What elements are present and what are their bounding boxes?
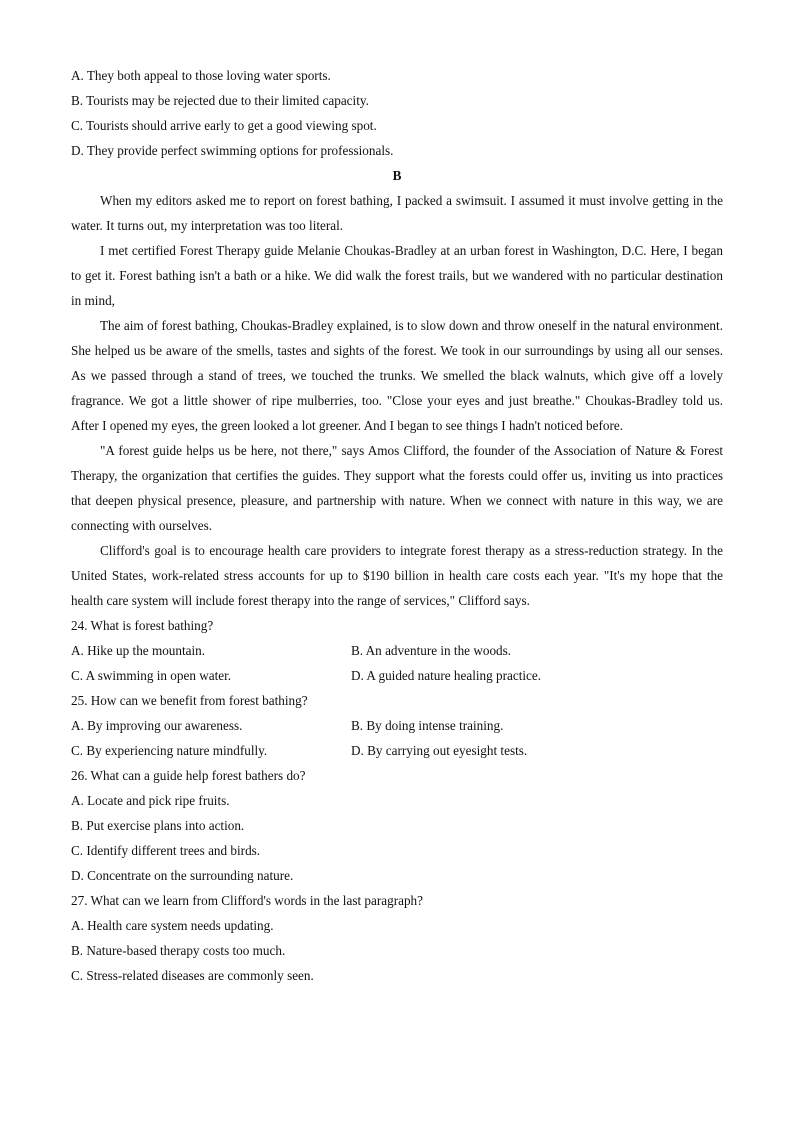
option-c: C. Tourists should arrive early to get a good viewing spot. <box>71 118 377 133</box>
reading-passage <box>71 188 723 613</box>
section-label: B <box>392 168 402 183</box>
question-text: 24. What is forest bathing? <box>71 618 214 633</box>
option-row <box>71 738 723 763</box>
option-c: C. By experiencing nature mindfully. <box>71 743 268 758</box>
option-d: D. A guided nature healing practice. <box>351 668 542 683</box>
exam-page <box>71 63 723 988</box>
passage-paragraph: I met certified Forest Therapy guide Melanie Choukas-Bradley at an urban forest in Washington, D.C. Here, I began to get it. Forest bathing isn't a bath or a hike. We did walk the forest trails, but we wandered with no particular destination in mind, <box>71 243 723 308</box>
question-text: 26. What can a guide help forest bathers do? <box>71 768 306 783</box>
passage-paragraph: Clifford's goal is to encourage health care providers to integrate forest therapy as a stress-reduction strategy. In the United States, work-related stress accounts for up to $190 billion in health care costs each year. "It's my hope that the health care system will include forest therapy into the range of services," Clifford says. <box>71 543 723 608</box>
option-c: C. A swimming in open water. <box>71 668 232 683</box>
option-a: A. They both appeal to those loving water sports. <box>71 68 331 83</box>
option-d: D. Concentrate on the surrounding nature. <box>71 868 294 883</box>
question-25 <box>71 688 723 763</box>
option-d: D. They provide perfect swimming options for professionals. <box>71 143 394 158</box>
option-a: A. Locate and pick ripe fruits. <box>71 793 230 808</box>
option-b: B. Tourists may be rejected due to their limited capacity. <box>71 93 369 108</box>
option-row <box>71 638 723 663</box>
option-c: C. Identify different trees and birds. <box>71 843 261 858</box>
question-27 <box>71 888 723 988</box>
option-a: A. Hike up the mountain. <box>71 643 206 658</box>
option-a: A. Health care system needs updating. <box>71 918 274 933</box>
option-b: B. By doing intense training. <box>351 718 504 733</box>
option-row <box>71 713 723 738</box>
passage-paragraph: The aim of forest bathing, Choukas-Bradley explained, is to slow down and throw oneself in the natural environment. She helped us be aware of the smells, tastes and sights of the forest. We took in our surroundings by using all our senses. As we passed through a stand of trees, we touched the trunks. We smelled the black walnuts, which give off a lovely fragrance. We got a little shower of ripe mulberries, too. "Close your eyes and just breathe." Choukas-Bradley told us. After I opened my eyes, the green looked a lot greener. And I began to see things I hadn't noticed before. <box>71 318 723 433</box>
question-24 <box>71 613 723 688</box>
option-b: B. Put exercise plans into action. <box>71 818 245 833</box>
previous-question-options <box>71 63 723 163</box>
question-text: 27. What can we learn from Clifford's words in the last paragraph? <box>71 893 423 908</box>
question-text: 25. How can we benefit from forest bathing? <box>71 693 308 708</box>
question-26 <box>71 763 723 888</box>
option-row <box>71 663 723 688</box>
option-c: C. Stress-related diseases are commonly seen. <box>71 968 314 983</box>
option-b: B. An adventure in the woods. <box>351 643 512 658</box>
passage-paragraph: When my editors asked me to report on forest bathing, I packed a swimsuit. I assumed it must involve getting in the water. It turns out, my interpretation was too literal. <box>71 193 723 233</box>
option-d: D. By carrying out eyesight tests. <box>351 743 528 758</box>
passage-paragraph: "A forest guide helps us be here, not there," says Amos Clifford, the founder of the Association of Nature & Forest Therapy, the organization that certifies the guides. They support what the forests could offer us, inviting us into practices that deepen physical presence, pleasure, and partnership with nature. When we connect with nature in this way, we are connecting with ourselves. <box>71 443 723 533</box>
option-b: B. Nature-based therapy costs too much. <box>71 943 286 958</box>
option-a: A. By improving our awareness. <box>71 718 243 733</box>
